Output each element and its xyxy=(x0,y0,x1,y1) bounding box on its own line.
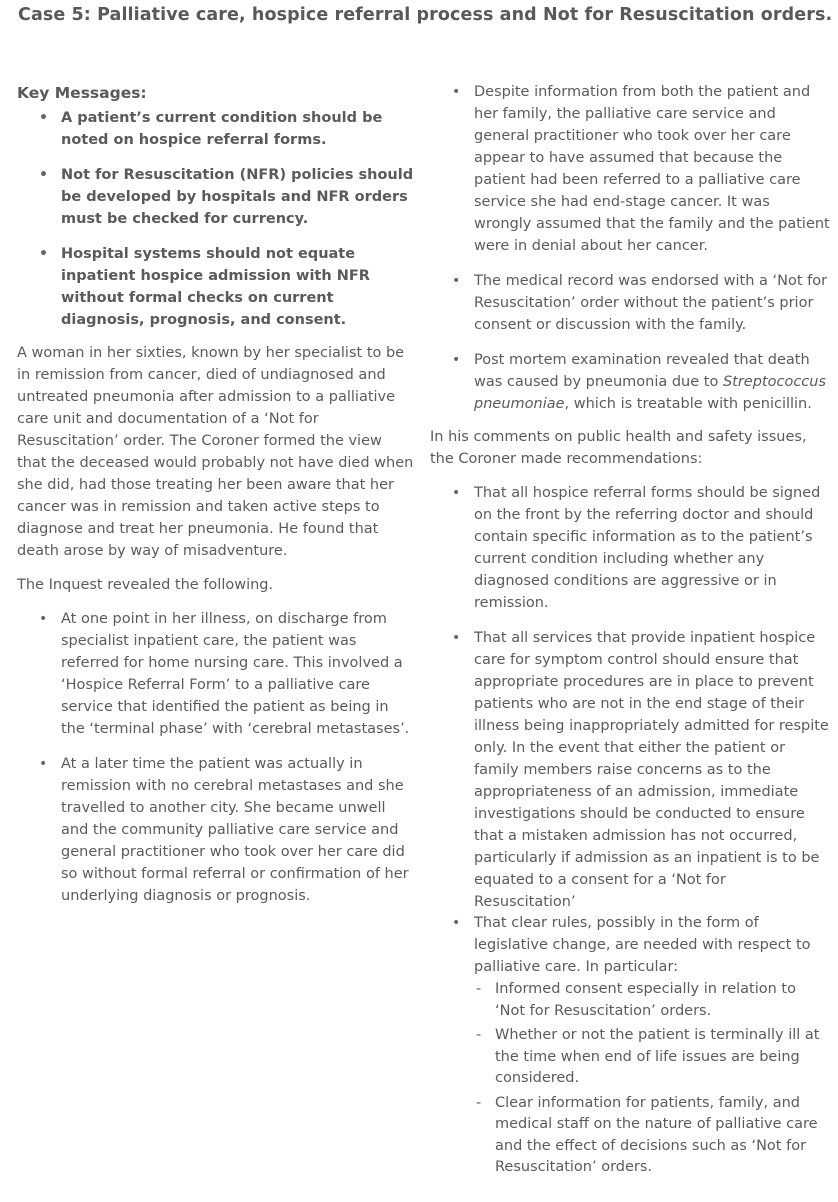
recommendations-list xyxy=(430,482,830,910)
inquest-findings-list-right xyxy=(430,81,830,415)
recommendation-text-clipped: • That all services that provide inpatient hospice care for symptom control should ensure that appropriate procedures are in place to prevent patients who are not in the end stage of their illness being inappropriately admitted for respite only. In the event that either the patient or family members raise concerns as to the appropriateness of an admission, immediate investigations should be conducted to ensure that a mistaken admission has not occurred, particularly if admission as an inpatient is to be equated to a consent for a ‘Not for Resuscitation’ xyxy=(474,630,829,910)
inquest-finding-item: • Despite information from both the patient and her family, the palliative care service and general practitioner who took over her care appear to have assumed that because the patient had been referred to a palliative care service she had end-stage cancer. It was wrongly assumed that the family and the patient were in denial about her cancer. xyxy=(430,81,830,257)
sub-recommendations-list xyxy=(474,979,830,1179)
inquest-findings-list-left xyxy=(17,608,415,907)
sub-recommendation-item: - Clear information for patients, family, and medical staff on the nature of palliative care and the effect of decisions such as ‘Not for Resuscitation’ orders. xyxy=(474,1093,830,1179)
post-mortem-text: Post mortem examination revealed that death was caused by pneumonia due to xyxy=(474,352,810,390)
key-messages-list xyxy=(17,107,415,331)
right-column xyxy=(430,81,830,1182)
sub-recommendation-item: - Informed consent especially in relation to ‘Not for Resuscitation’ orders. xyxy=(474,979,830,1022)
key-message-item: • Hospital systems should not equate inpatient hospice admission with NFR without formal checks on current diagnosis, prognosis, and consent. xyxy=(17,243,415,331)
inquest-intro: The Inquest revealed the following. xyxy=(17,577,274,593)
recommendations-list-continued xyxy=(430,912,830,1179)
organism-name: Streptococcus pneumoniae xyxy=(474,374,827,412)
recommendations-intro: In his comments on public health and safety issues, the Coroner made recommendations: xyxy=(430,429,807,467)
key-messages-heading: Key Messages: xyxy=(17,84,147,102)
recommendation-item xyxy=(430,912,830,1179)
post-mortem-finding xyxy=(430,349,830,415)
left-column xyxy=(17,84,415,920)
recommendation-text: • That clear rules, possibly in the form of legislative change, are needed with respect to palliative care. In particular: xyxy=(474,915,811,975)
inquest-finding-item: • At a later time the patient was actually in remission with no cerebral metastases and she travelled to another city. She became unwell and the community palliative care service and general practitioner who took over her care did so without formal referral or confirmation of her underlying diagnosis or prognosis. xyxy=(17,753,415,907)
intro-paragraph: A woman in her sixties, known by her specialist to be in remission from cancer, died of undiagnosed and untreated pneumonia after admission to a palliative care unit and documentation of a ‘Not for Resuscitation’ order. The Coroner formed the view that the deceased would probably not have died when she did, had those treating her been aware that her cancer was in remission and taken active steps to diagnose and treat her pneumonia. He found that death arose by way of misadventure. xyxy=(17,345,414,559)
sub-recommendation-item: - Whether or not the patient is terminally ill at the time when end of life issues are being considered. xyxy=(474,1025,830,1090)
recommendation-item: • That all hospice referral forms should be signed on the front by the referring doctor and should contain specific information as to the patient’s current condition including whether any diagnosed conditions are aggressive or in remission. xyxy=(430,482,830,614)
inquest-finding-item: • At one point in her illness, on discharge from specialist inpatient care, the patient was referred for home nursing care. This involved a ‘Hospice Referral Form’ to a palliative care service that identified the patient as being in the ‘terminal phase’ with ‘cerebral metastases’. xyxy=(17,608,415,740)
page-title: Case 5: Palliative care, hospice referral process and Not for Resuscitation orders. xyxy=(18,5,833,25)
key-messages xyxy=(17,84,415,331)
key-message-item: • A patient’s current condition should be noted on hospice referral forms. xyxy=(17,107,415,151)
key-message-item: • Not for Resuscitation (NFR) policies should be developed by hospitals and NFR orders must be checked for currency. xyxy=(17,164,415,230)
inquest-finding-item: • The medical record was endorsed with a ‘Not for Resuscitation’ order without the patient’s prior consent or discussion with the family. xyxy=(430,270,830,336)
recommendation-item xyxy=(430,627,830,910)
post-mortem-text-end: , which is treatable with penicillin. xyxy=(564,396,812,412)
